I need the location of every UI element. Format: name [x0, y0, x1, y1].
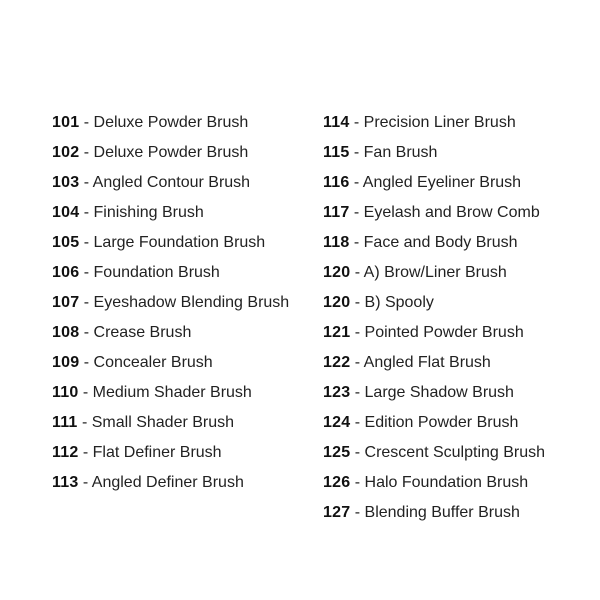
brush-list-item — [52, 378, 314, 408]
brush-code: 120 — [323, 264, 351, 281]
brush-name: Deluxe Powder Brush — [93, 144, 249, 161]
brush-name: Angled Flat Brush — [363, 354, 491, 371]
brush-list-item — [323, 438, 593, 468]
brush-name: Angled Definer Brush — [91, 474, 244, 491]
brush-name: Foundation Brush — [93, 264, 220, 281]
brush-name: Blending Buffer Brush — [364, 504, 520, 521]
brush-code: 125 — [323, 444, 351, 461]
brush-separator: - — [79, 114, 94, 131]
brush-separator: - — [79, 204, 94, 221]
brush-name: Flat Definer Brush — [92, 444, 222, 461]
brush-name: Large Foundation Brush — [93, 234, 266, 251]
brush-separator: - — [350, 414, 365, 431]
brush-name: Small Shader Brush — [91, 414, 235, 431]
brush-separator: - — [79, 234, 94, 251]
brush-name: Edition Powder Brush — [364, 414, 519, 431]
brush-code: 107 — [52, 294, 80, 311]
brush-separator: - — [350, 264, 364, 281]
brush-code: 117 — [323, 204, 350, 221]
brush-list-item — [52, 438, 314, 468]
brush-separator: - — [78, 384, 93, 401]
brush-list-item — [52, 288, 314, 318]
brush-name: Deluxe Powder Brush — [93, 114, 249, 131]
brush-code: 126 — [323, 474, 351, 491]
brush-list-item — [323, 468, 593, 498]
brush-list-item — [52, 408, 314, 438]
brush-code: 111 — [52, 414, 78, 431]
brush-name: Fan Brush — [363, 144, 438, 161]
brush-name: Pointed Powder Brush — [364, 324, 524, 341]
brush-list-item — [52, 258, 314, 288]
brush-separator: - — [350, 444, 365, 461]
brush-code: 110 — [52, 384, 79, 401]
brush-code: 121 — [323, 324, 351, 341]
brush-name: Angled Contour Brush — [92, 174, 251, 191]
brush-name: Crease Brush — [93, 324, 192, 341]
brush-separator: - — [79, 174, 93, 191]
brush-list-item — [323, 288, 593, 318]
brush-separator: - — [79, 264, 94, 281]
brush-list-item — [323, 258, 593, 288]
brush-list-item — [52, 198, 314, 228]
brush-list-item — [52, 228, 314, 258]
brush-separator: - — [79, 354, 94, 371]
brush-name: Halo Foundation Brush — [364, 474, 529, 491]
brush-code: 120 — [323, 294, 351, 311]
brush-list-item — [323, 138, 593, 168]
brush-code: 124 — [323, 414, 351, 431]
brush-separator: - — [349, 234, 364, 251]
brush-list-item — [323, 198, 593, 228]
brush-list-left-column — [52, 108, 314, 498]
brush-separator: - — [350, 294, 365, 311]
brush-list-right-column — [323, 108, 593, 528]
brush-code: 101 — [52, 114, 80, 131]
brush-code: 105 — [52, 234, 80, 251]
brush-name: Medium Shader Brush — [92, 384, 252, 401]
brush-name: Face and Body Brush — [363, 234, 518, 251]
brush-code: 102 — [52, 144, 80, 161]
brush-code: 104 — [52, 204, 80, 221]
brush-list-item — [52, 468, 314, 498]
brush-list-item — [323, 318, 593, 348]
brush-separator: - — [79, 324, 94, 341]
brush-separator: - — [78, 474, 92, 491]
brush-name: Crescent Sculpting Brush — [364, 444, 546, 461]
brush-separator: - — [77, 414, 92, 431]
brush-list-item — [323, 228, 593, 258]
brush-separator: - — [78, 444, 93, 461]
brush-separator: - — [350, 324, 365, 341]
brush-code: 108 — [52, 324, 80, 341]
brush-separator: - — [349, 174, 363, 191]
brush-separator: - — [350, 354, 364, 371]
brush-separator: - — [350, 384, 365, 401]
brush-separator: - — [79, 144, 94, 161]
brush-list-item — [323, 108, 593, 138]
brush-separator: - — [349, 144, 364, 161]
brush-separator: - — [349, 114, 364, 131]
brush-separator: - — [79, 294, 94, 311]
brush-list-item — [52, 348, 314, 378]
brush-code: 112 — [52, 444, 79, 461]
brush-list-item — [323, 168, 593, 198]
brush-list-item — [52, 318, 314, 348]
brush-code: 127 — [323, 504, 351, 521]
brush-list-item — [323, 378, 593, 408]
brush-list-item — [323, 348, 593, 378]
brush-name: Concealer Brush — [93, 354, 213, 371]
brush-code: 109 — [52, 354, 80, 371]
brush-code: 116 — [323, 174, 350, 191]
brush-list-item — [323, 408, 593, 438]
brush-code: 114 — [323, 114, 350, 131]
brush-name: Precision Liner Brush — [363, 114, 516, 131]
brush-separator: - — [350, 504, 365, 521]
brush-code: 103 — [52, 174, 80, 191]
brush-code: 113 — [52, 474, 79, 491]
brush-name: Angled Eyeliner Brush — [362, 174, 522, 191]
brush-name: Finishing Brush — [93, 204, 204, 221]
brush-name: B) Spooly — [364, 294, 434, 311]
brush-code: 106 — [52, 264, 80, 281]
brush-code: 122 — [323, 354, 351, 371]
brush-list-item — [52, 138, 314, 168]
brush-name: Eyelash and Brow Comb — [363, 204, 540, 221]
brush-list-item — [52, 168, 314, 198]
brush-name: Large Shadow Brush — [364, 384, 514, 401]
brush-separator: - — [349, 204, 364, 221]
brush-separator: - — [350, 474, 365, 491]
brush-list-item — [323, 498, 593, 528]
brush-name: A) Brow/Liner Brush — [363, 264, 507, 281]
brush-name: Eyeshadow Blending Brush — [93, 294, 290, 311]
brush-code: 118 — [323, 234, 350, 251]
brush-code: 115 — [323, 144, 350, 161]
brush-code: 123 — [323, 384, 351, 401]
brush-list-item — [52, 108, 314, 138]
